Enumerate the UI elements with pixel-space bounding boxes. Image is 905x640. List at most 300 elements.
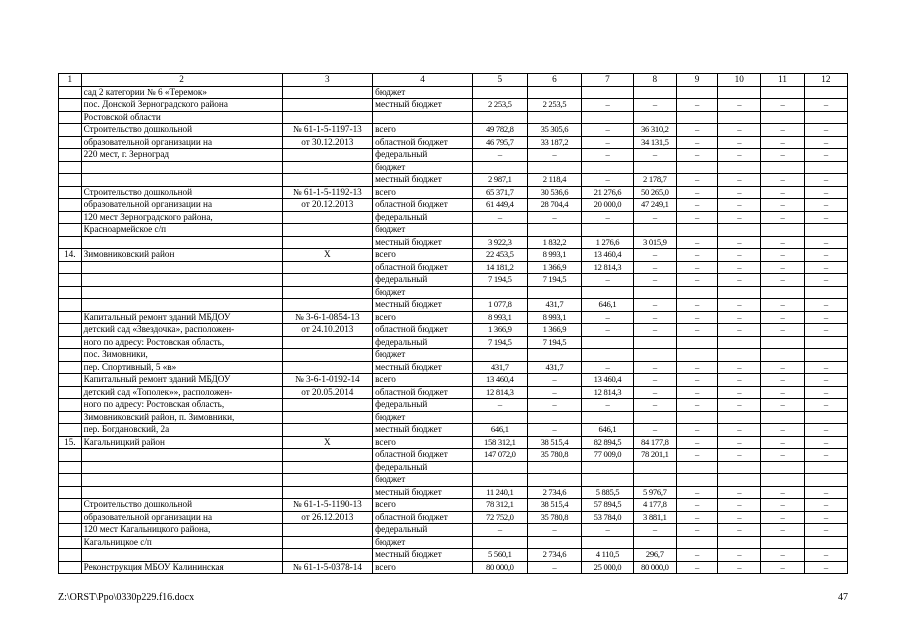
registration-number (282, 86, 373, 99)
table-row (59, 424, 848, 437)
value-cell: 1 366,9 (527, 324, 582, 337)
value-cell: – (718, 236, 761, 249)
funding-source (373, 111, 473, 124)
value-cell: – (718, 149, 761, 162)
budget-table (58, 73, 848, 574)
column-header: 10 (718, 74, 761, 87)
value-cell (527, 86, 582, 99)
value-cell: 158 312,1 (473, 436, 528, 449)
table-row (59, 561, 848, 574)
row-number (59, 399, 82, 412)
value-cell: 84 177,8 (633, 436, 676, 449)
registration-number (282, 149, 373, 162)
table-row (59, 436, 848, 449)
value-cell: 4 177,8 (633, 499, 676, 512)
value-cell: – (633, 149, 676, 162)
row-number (59, 111, 82, 124)
value-cell (473, 349, 528, 362)
funding-source: бюджет (373, 349, 473, 362)
value-cell: – (761, 249, 804, 262)
row-number (59, 499, 82, 512)
value-cell (718, 536, 761, 549)
value-cell: 8 993,1 (527, 249, 582, 262)
value-cell: 3 881,1 (633, 511, 676, 524)
funding-source: местный бюджет (373, 299, 473, 312)
value-cell: – (718, 374, 761, 387)
value-cell (676, 224, 717, 237)
funding-source: бюджет (373, 411, 473, 424)
value-cell: 53 784,0 (582, 511, 634, 524)
row-number (59, 361, 82, 374)
value-cell (473, 161, 528, 174)
value-cell: 1 276,6 (582, 236, 634, 249)
value-cell (582, 411, 634, 424)
value-cell: – (761, 274, 804, 287)
value-cell: – (718, 249, 761, 262)
value-cell: – (718, 174, 761, 187)
value-cell: 14 181,2 (473, 261, 528, 274)
value-cell (473, 286, 528, 299)
table-row (59, 474, 848, 487)
value-cell: – (582, 311, 634, 324)
value-cell: – (761, 361, 804, 374)
table-row (59, 161, 848, 174)
value-cell: – (804, 324, 847, 337)
value-cell (582, 224, 634, 237)
registration-number (282, 174, 373, 187)
value-cell: 61 449,4 (473, 199, 528, 212)
value-cell (718, 224, 761, 237)
value-cell: – (804, 561, 847, 574)
value-cell: – (527, 561, 582, 574)
registration-number (282, 424, 373, 437)
table-row (59, 399, 848, 412)
registration-number (282, 161, 373, 174)
value-cell: – (761, 124, 804, 137)
value-cell: 431,7 (527, 361, 582, 374)
value-cell: – (718, 549, 761, 562)
registration-number (282, 524, 373, 537)
object-name: пер. Богдановский, 2а (81, 424, 282, 437)
value-cell: 2 734,6 (527, 486, 582, 499)
row-number (59, 424, 82, 437)
value-cell (761, 349, 804, 362)
value-cell (676, 461, 717, 474)
value-cell: – (633, 311, 676, 324)
table-header-row (59, 74, 848, 87)
value-cell: – (676, 399, 717, 412)
registration-number (282, 449, 373, 462)
column-header: 5 (473, 74, 528, 87)
value-cell: 2 987,1 (473, 174, 528, 187)
value-cell: – (676, 499, 717, 512)
value-cell (473, 86, 528, 99)
value-cell (761, 474, 804, 487)
value-cell: 35 780,8 (527, 511, 582, 524)
value-cell: – (804, 386, 847, 399)
column-header: 2 (81, 74, 282, 87)
value-cell: – (633, 424, 676, 437)
value-cell: 65 371,7 (473, 186, 528, 199)
value-cell: – (676, 386, 717, 399)
value-cell: – (718, 436, 761, 449)
object-name (81, 286, 282, 299)
value-cell: – (633, 261, 676, 274)
value-cell: – (761, 511, 804, 524)
value-cell: – (761, 524, 804, 537)
row-number (59, 511, 82, 524)
funding-source: областной бюджет (373, 449, 473, 462)
value-cell (804, 461, 847, 474)
registration-number (282, 336, 373, 349)
value-cell: – (718, 324, 761, 337)
table-row (59, 349, 848, 362)
value-cell (527, 349, 582, 362)
value-cell (718, 86, 761, 99)
row-number (59, 449, 82, 462)
value-cell: – (582, 524, 634, 537)
value-cell: 296,7 (633, 549, 676, 562)
row-number (59, 311, 82, 324)
value-cell: 2 734,6 (527, 549, 582, 562)
value-cell: – (804, 311, 847, 324)
row-number (59, 236, 82, 249)
registration-number: от 24.10.2013 (282, 324, 373, 337)
object-name: сад 2 категории № 6 «Теремок» (81, 86, 282, 99)
row-number (59, 536, 82, 549)
object-name: образовательной организации на (81, 199, 282, 212)
object-name: Зимовниковский район (81, 249, 282, 262)
table-row (59, 361, 848, 374)
table-row (59, 124, 848, 137)
row-number (59, 124, 82, 137)
table-row (59, 386, 848, 399)
value-cell (804, 286, 847, 299)
value-cell (761, 161, 804, 174)
value-cell: – (718, 261, 761, 274)
row-number (59, 299, 82, 312)
funding-source: федеральный (373, 461, 473, 474)
value-cell (633, 336, 676, 349)
table-row (59, 211, 848, 224)
value-cell: 12 814,3 (582, 261, 634, 274)
value-cell: 49 782,8 (473, 124, 528, 137)
table-row (59, 286, 848, 299)
column-header: 9 (676, 74, 717, 87)
funding-source: местный бюджет (373, 486, 473, 499)
value-cell (718, 411, 761, 424)
value-cell (633, 224, 676, 237)
value-cell (633, 536, 676, 549)
value-cell (633, 411, 676, 424)
value-cell (804, 336, 847, 349)
value-cell: – (473, 524, 528, 537)
value-cell: – (718, 361, 761, 374)
value-cell: – (804, 361, 847, 374)
value-cell: – (804, 549, 847, 562)
value-cell: – (633, 274, 676, 287)
value-cell (718, 349, 761, 362)
value-cell (473, 224, 528, 237)
value-cell (676, 111, 717, 124)
registration-number (282, 349, 373, 362)
value-cell: – (718, 136, 761, 149)
row-number (59, 411, 82, 424)
table-row (59, 411, 848, 424)
object-name: Ростовской области (81, 111, 282, 124)
table-row (59, 336, 848, 349)
object-name (81, 461, 282, 474)
value-cell: – (676, 149, 717, 162)
value-cell: – (676, 136, 717, 149)
table-row (59, 461, 848, 474)
registration-number (282, 486, 373, 499)
value-cell: 1 366,9 (527, 261, 582, 274)
registration-number: Х (282, 436, 373, 449)
funding-source: бюджет (373, 161, 473, 174)
object-name: Строительство дошкольной (81, 186, 282, 199)
column-header: 1 (59, 74, 82, 87)
object-name: Капитальный ремонт зданий МБДОУ (81, 311, 282, 324)
value-cell (473, 461, 528, 474)
value-cell: – (761, 149, 804, 162)
value-cell (718, 161, 761, 174)
row-number (59, 211, 82, 224)
value-cell: – (676, 174, 717, 187)
value-cell: 5 976,7 (633, 486, 676, 499)
value-cell: – (676, 486, 717, 499)
value-cell (527, 461, 582, 474)
value-cell: – (804, 424, 847, 437)
object-name: пос. Донской Зерноградского района (81, 99, 282, 112)
value-cell: – (761, 399, 804, 412)
object-name (81, 486, 282, 499)
object-name (81, 236, 282, 249)
row-number (59, 549, 82, 562)
registration-number (282, 211, 373, 224)
value-cell: 38 515,4 (527, 436, 582, 449)
value-cell: – (804, 124, 847, 137)
funding-source: всего (373, 124, 473, 137)
value-cell (633, 286, 676, 299)
value-cell: 46 795,7 (473, 136, 528, 149)
value-cell: – (676, 199, 717, 212)
row-number (59, 161, 82, 174)
table-row (59, 111, 848, 124)
value-cell: – (804, 374, 847, 387)
value-cell (633, 111, 676, 124)
funding-source: областной бюджет (373, 324, 473, 337)
value-cell (804, 111, 847, 124)
value-cell: – (676, 211, 717, 224)
value-cell: – (804, 236, 847, 249)
value-cell: – (582, 136, 634, 149)
value-cell (761, 111, 804, 124)
value-cell: 3 015,9 (633, 236, 676, 249)
value-cell (527, 411, 582, 424)
value-cell (527, 536, 582, 549)
value-cell: 80 000,0 (633, 561, 676, 574)
value-cell: 12 814,3 (582, 386, 634, 399)
registration-number (282, 111, 373, 124)
funding-source: областной бюджет (373, 386, 473, 399)
value-cell (804, 161, 847, 174)
object-name: детский сад «Тополек»», расположен- (81, 386, 282, 399)
value-cell (804, 349, 847, 362)
funding-source: бюджет (373, 286, 473, 299)
object-name (81, 299, 282, 312)
value-cell (761, 286, 804, 299)
funding-source: всего (373, 561, 473, 574)
value-cell: – (718, 299, 761, 312)
value-cell: – (804, 174, 847, 187)
object-name: Строительство дошкольной (81, 124, 282, 137)
funding-source: местный бюджет (373, 99, 473, 112)
value-cell: 33 187,2 (527, 136, 582, 149)
value-cell: 12 814,3 (473, 386, 528, 399)
funding-source: местный бюджет (373, 424, 473, 437)
table-row (59, 199, 848, 212)
funding-source: бюджет (373, 474, 473, 487)
value-cell (527, 474, 582, 487)
value-cell (633, 461, 676, 474)
row-number (59, 261, 82, 274)
value-cell: 13 460,4 (582, 374, 634, 387)
funding-source: всего (373, 374, 473, 387)
table-row (59, 224, 848, 237)
value-cell: – (804, 199, 847, 212)
value-cell (718, 474, 761, 487)
value-cell (804, 411, 847, 424)
row-number: 14. (59, 249, 82, 262)
value-cell: – (804, 211, 847, 224)
table-row (59, 374, 848, 387)
registration-number: № 61-1-5-1190-13 (282, 499, 373, 512)
value-cell: 80 000,0 (473, 561, 528, 574)
value-cell: – (676, 261, 717, 274)
value-cell: – (804, 136, 847, 149)
column-header: 11 (761, 74, 804, 87)
value-cell (761, 536, 804, 549)
value-cell: – (633, 386, 676, 399)
value-cell: – (718, 311, 761, 324)
value-cell: – (804, 524, 847, 537)
funding-source: всего (373, 186, 473, 199)
value-cell (804, 86, 847, 99)
object-name: Зимовниковский район, п. Зимовники, (81, 411, 282, 424)
value-cell: – (633, 361, 676, 374)
value-cell: – (676, 274, 717, 287)
value-cell: – (676, 449, 717, 462)
object-name: Кагальницкий район (81, 436, 282, 449)
value-cell: 4 110,5 (582, 549, 634, 562)
registration-number (282, 474, 373, 487)
table-row (59, 299, 848, 312)
value-cell (676, 86, 717, 99)
value-cell: – (718, 124, 761, 137)
registration-number (282, 399, 373, 412)
value-cell (527, 161, 582, 174)
value-cell: – (633, 99, 676, 112)
value-cell: – (718, 511, 761, 524)
value-cell (804, 536, 847, 549)
registration-number: № 61-1-5-0378-14 (282, 561, 373, 574)
value-cell: – (761, 561, 804, 574)
value-cell: – (761, 186, 804, 199)
row-number (59, 386, 82, 399)
row-number (59, 286, 82, 299)
row-number (59, 524, 82, 537)
object-name: Красноармейское с/п (81, 224, 282, 237)
value-cell (473, 411, 528, 424)
value-cell: 78 201,1 (633, 449, 676, 462)
table-row (59, 486, 848, 499)
object-name: детский сад «Звездочка», расположен- (81, 324, 282, 337)
value-cell: 38 515,4 (527, 499, 582, 512)
value-cell (718, 336, 761, 349)
value-cell: 7 194,5 (473, 274, 528, 287)
value-cell (582, 349, 634, 362)
value-cell (718, 286, 761, 299)
value-cell: – (582, 211, 634, 224)
value-cell (804, 474, 847, 487)
value-cell (633, 86, 676, 99)
funding-source: местный бюджет (373, 236, 473, 249)
value-cell: – (804, 186, 847, 199)
funding-source: всего (373, 249, 473, 262)
registration-number: № 61-1-5-1197-13 (282, 124, 373, 137)
value-cell (676, 411, 717, 424)
value-cell: – (676, 424, 717, 437)
value-cell: – (718, 486, 761, 499)
registration-number: № 3-6-1-0854-13 (282, 311, 373, 324)
value-cell: 35 780,8 (527, 449, 582, 462)
value-cell (804, 224, 847, 237)
value-cell: 82 894,5 (582, 436, 634, 449)
funding-source: федеральный (373, 274, 473, 287)
value-cell: – (718, 99, 761, 112)
value-cell: 13 460,4 (582, 249, 634, 262)
row-number (59, 174, 82, 187)
table-row (59, 499, 848, 512)
value-cell: – (761, 236, 804, 249)
value-cell: – (473, 211, 528, 224)
value-cell: – (582, 361, 634, 374)
value-cell: 78 312,1 (473, 499, 528, 512)
value-cell (582, 536, 634, 549)
value-cell: – (761, 549, 804, 562)
value-cell: 1 077,8 (473, 299, 528, 312)
value-cell: – (804, 149, 847, 162)
value-cell: – (676, 549, 717, 562)
value-cell: – (804, 249, 847, 262)
value-cell (582, 161, 634, 174)
value-cell: – (582, 174, 634, 187)
value-cell: 5 885,5 (582, 486, 634, 499)
value-cell: 2 253,5 (473, 99, 528, 112)
value-cell: 7 194,5 (473, 336, 528, 349)
row-number (59, 149, 82, 162)
value-cell: – (676, 374, 717, 387)
value-cell (676, 474, 717, 487)
value-cell: – (761, 136, 804, 149)
registration-number (282, 411, 373, 424)
value-cell: – (761, 211, 804, 224)
value-cell: – (633, 374, 676, 387)
value-cell: 11 240,1 (473, 486, 528, 499)
table-row (59, 249, 848, 262)
registration-number: № 3-6-1-0192-14 (282, 374, 373, 387)
